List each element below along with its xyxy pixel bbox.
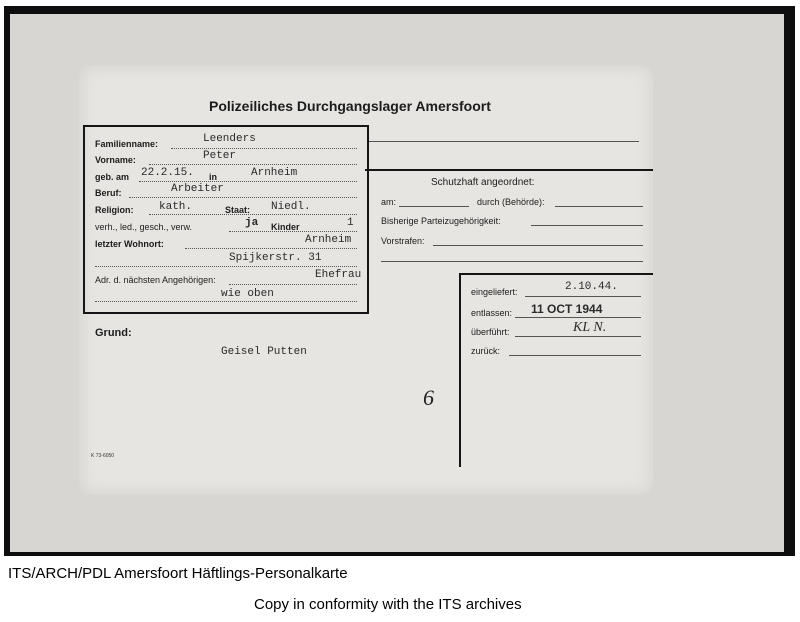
custody-top-rule [365, 169, 653, 171]
marital-value: ja [245, 217, 259, 229]
marital-line [229, 231, 357, 232]
card-title: Polizeiliches Durchgangslager Amersfoort [209, 98, 491, 114]
religion-value: kath. [159, 201, 193, 213]
nationality-value: Niedl. [271, 201, 311, 213]
admitted-label: eingeliefert: [471, 287, 518, 297]
prisoner-number-line [369, 141, 639, 142]
children-label: Kinder [271, 222, 300, 232]
surname-label: Familienname: [95, 139, 159, 149]
transferred-line [515, 336, 641, 337]
birth-place-value: Arnheim [251, 167, 298, 179]
surname-value: Leenders [203, 133, 256, 145]
conformity-caption: Copy in conformity with the ITS archives [254, 596, 522, 613]
transferred-value: KL N. [573, 320, 607, 335]
page-mark: 6 [423, 385, 434, 410]
released-value: 11 OCT 1944 [531, 302, 603, 316]
custody-ordered-label: Schutzhaft angeordnet: [431, 177, 535, 188]
born-label: geb. am [95, 172, 130, 182]
released-line [515, 317, 641, 318]
admitted-line [525, 296, 641, 297]
surname-line [171, 148, 357, 149]
first-name-value: Peter [203, 150, 237, 162]
returned-label: zurück: [471, 346, 501, 356]
reason-value: Geisel Putten [221, 346, 307, 358]
admitted-value: 2.10.44. [565, 281, 618, 293]
transferred-label: überführt: [471, 327, 510, 337]
party-line [531, 225, 643, 226]
prior-convictions-label: Vorstrafen: [381, 236, 425, 246]
release-box-top-rule [459, 273, 653, 275]
relative-type-value: Ehefrau [315, 269, 362, 281]
returned-line [509, 355, 641, 356]
relatives-line-2 [95, 301, 357, 302]
custody-by-label: durch (Behörde): [477, 197, 545, 207]
address-line-2 [95, 266, 357, 267]
born-in-label: in [209, 172, 217, 182]
personal-card [79, 65, 653, 495]
reason-label: Grund: [95, 327, 132, 339]
custody-on-label: am: [381, 197, 397, 207]
released-label: entlassen: [471, 308, 513, 318]
occupation-line [129, 197, 357, 198]
last-address-label: letzter Wohnort: [95, 239, 164, 249]
archive-caption: ITS/ARCH/PDL Amersfoort Häftlings-Personalkarte [8, 565, 348, 582]
born-line [139, 181, 357, 182]
occupation-value: Arbeiter [171, 183, 224, 195]
relatives-label: Adr. d. nächsten Angehörigen: [95, 275, 216, 285]
prior-convictions-line-2 [381, 261, 643, 262]
release-box-left-rule [459, 273, 461, 467]
address-line-1 [185, 248, 357, 249]
custody-on-line [399, 206, 469, 207]
first-name-label: Vorname: [95, 155, 136, 165]
first-name-line [149, 164, 357, 165]
religion-line [149, 214, 357, 215]
nationality-label: Staat: [225, 205, 251, 215]
custody-by-line [555, 206, 643, 207]
address-street-value: Spijkerstr. 31 [229, 252, 322, 264]
prior-convictions-line [433, 245, 643, 246]
form-code: K 73-6050 [91, 453, 115, 459]
occupation-label: Beruf: [95, 188, 122, 198]
children-value: 1 [347, 217, 354, 229]
marital-label: verh., led., gesch., verw. [95, 222, 193, 232]
relative-address-value: wie oben [221, 288, 274, 300]
birth-date-value: 22.2.15. [141, 167, 194, 179]
party-label: Bisherige Parteizugehörigkeit: [381, 216, 501, 226]
relatives-line-1 [229, 284, 357, 285]
religion-label: Religion: [95, 205, 134, 215]
address-city-value: Arnheim [305, 234, 352, 246]
